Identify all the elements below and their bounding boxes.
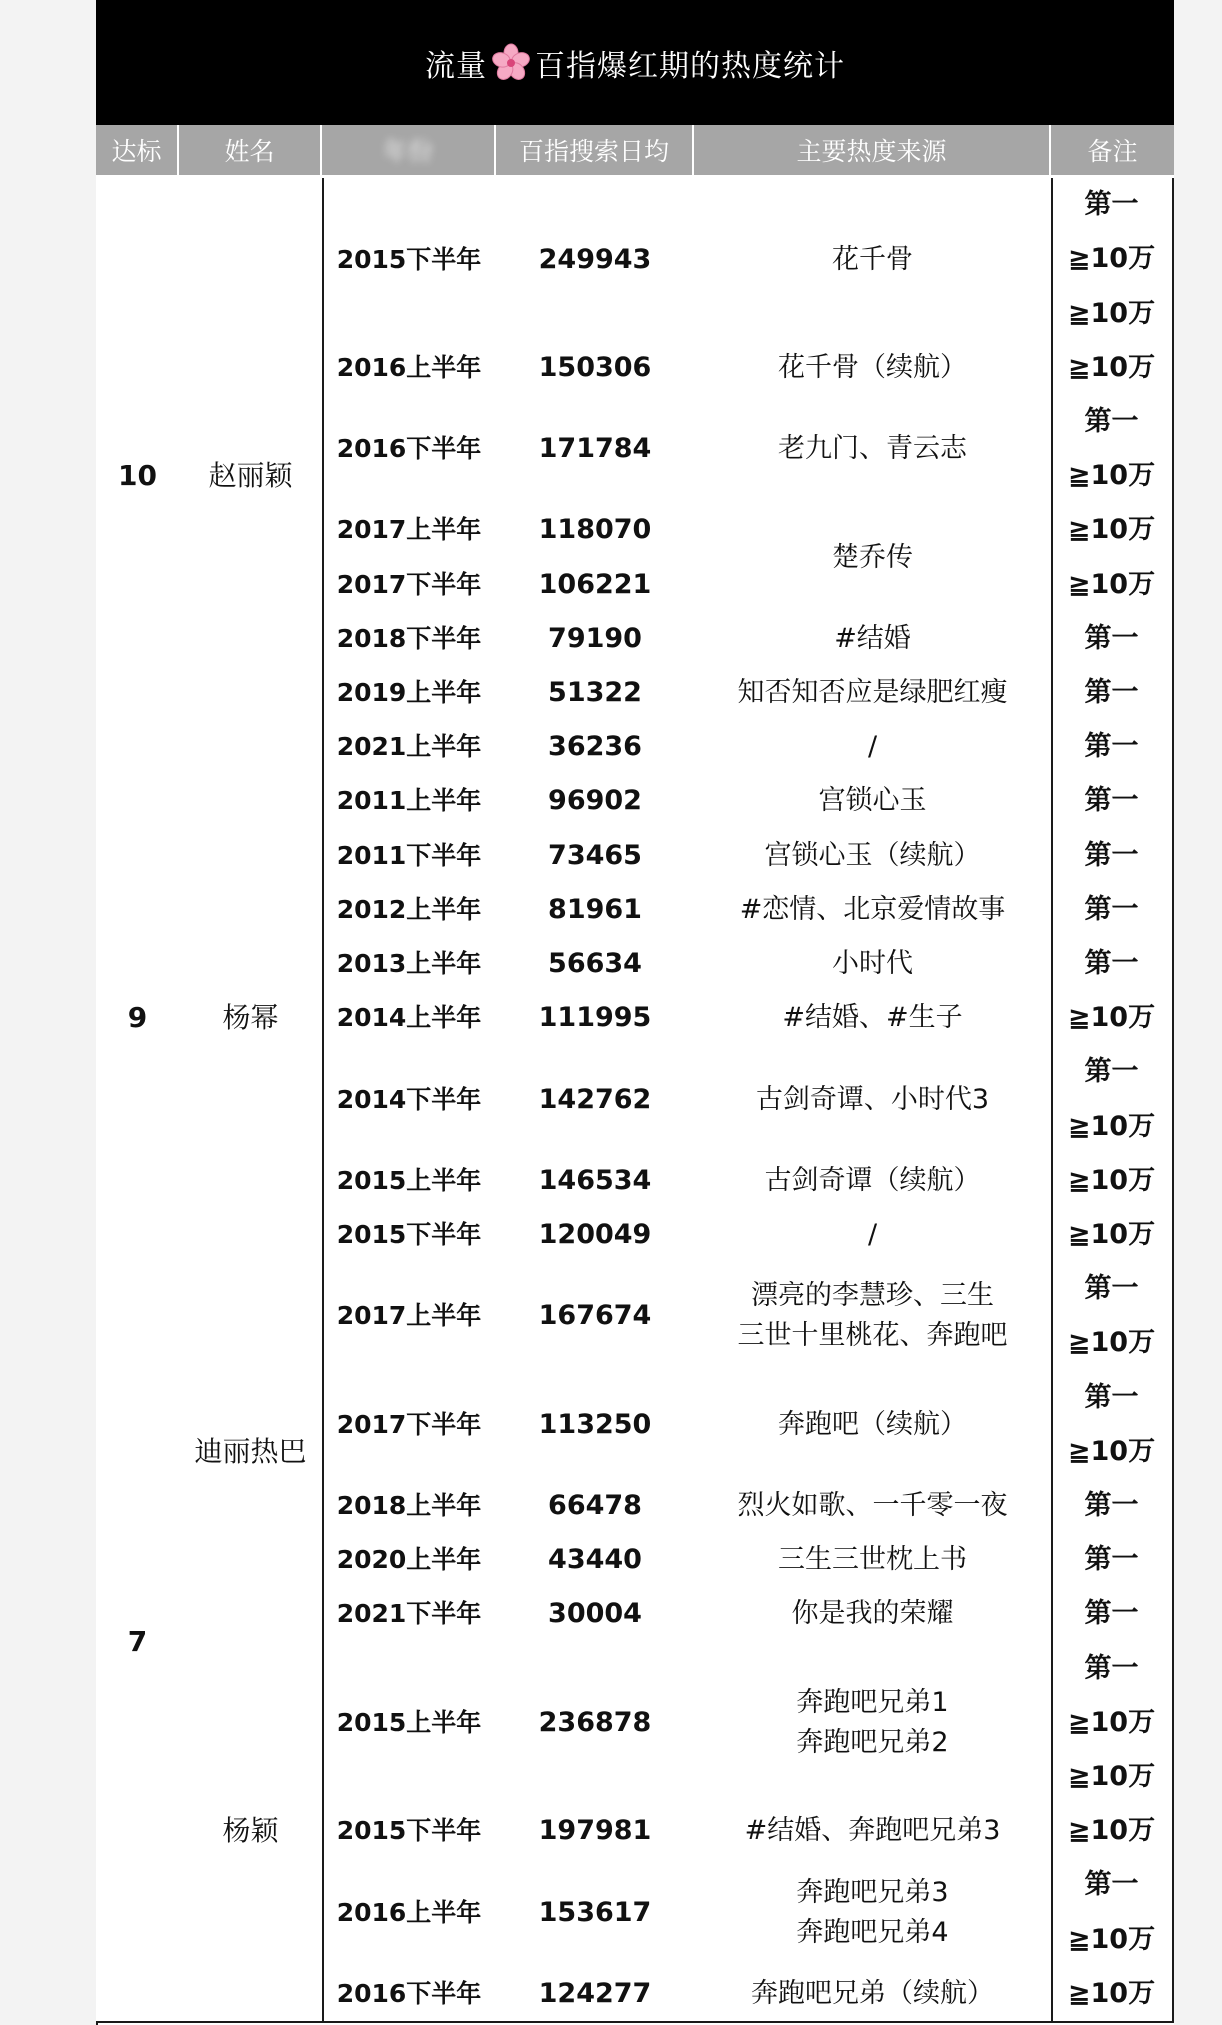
index-value-cell: 81961 — [496, 883, 696, 939]
title-prefix: 流量 — [425, 48, 487, 84]
source-cell: 奔跑吧（续航） — [694, 1370, 1053, 1481]
index-value-cell: 113250 — [496, 1370, 696, 1481]
note-cell: 第一 — [1051, 1641, 1174, 1698]
index-value-cell: 171784 — [496, 395, 696, 505]
header-name: 姓名 — [179, 125, 320, 175]
header-note: 备注 — [1051, 125, 1174, 175]
index-value-cell: 118070 — [496, 503, 696, 559]
note-cell: 第一 — [1051, 1858, 1174, 1914]
period-cell: 2015上半年 — [322, 1154, 498, 1210]
index-value-cell: 150306 — [496, 341, 696, 397]
index-value-cell: 146534 — [496, 1154, 696, 1210]
index-value-cell: 124277 — [496, 1967, 696, 2023]
source-cell: / — [694, 1208, 1053, 1264]
index-value-cell: 236878 — [496, 1641, 696, 1806]
note-cell: ≧10万 — [1051, 1750, 1174, 1806]
note-cell: 第一 — [1051, 937, 1174, 993]
index-value-cell: 106221 — [496, 557, 696, 614]
source-cell: #结婚、奔跑吧兄弟3 — [694, 1804, 1053, 1860]
source-cell: #恋情、北京爱情故事 — [694, 883, 1053, 939]
index-value-cell: 197981 — [496, 1804, 696, 1860]
source-cell: 知否知否应是绿肥红瘦 — [694, 666, 1053, 722]
period-cell: 2016下半年 — [322, 1967, 498, 2023]
note-cell: ≧10万 — [1051, 341, 1174, 397]
source-cell: 奔跑吧兄弟1 奔跑吧兄弟2 — [694, 1641, 1053, 1806]
source-cell: 奔跑吧兄弟（续航） — [694, 1967, 1053, 2023]
source-cell: 古剑奇谭、小时代3 — [694, 1045, 1053, 1156]
period-cell: 2016上半年 — [322, 1858, 498, 1969]
index-value-cell: 120049 — [496, 1208, 696, 1264]
period-cell: 2015上半年 — [322, 1641, 498, 1806]
index-value-cell: 43440 — [496, 1533, 696, 1589]
note-cell: ≧10万 — [1051, 232, 1174, 288]
source-cell: 烈火如歌、一千零一夜 — [694, 1479, 1053, 1535]
source-cell: 你是我的荣耀 — [694, 1587, 1053, 1643]
rank-cell: 9 — [96, 774, 181, 1264]
note-cell: 第一 — [1051, 612, 1174, 668]
note-cell: ≧10万 — [1051, 1099, 1174, 1156]
note-cell: ≧10万 — [1051, 449, 1174, 505]
note-cell: 第一 — [1051, 774, 1174, 830]
note-cell: 第一 — [1051, 1479, 1174, 1535]
source-cell: / — [694, 720, 1053, 776]
period-cell: 2015下半年 — [322, 1208, 498, 1264]
period-cell: 2019上半年 — [322, 666, 498, 722]
index-value-cell: 56634 — [496, 937, 696, 993]
period-cell: 2014上半年 — [322, 991, 498, 1047]
period-cell: 2011下半年 — [322, 828, 498, 885]
note-cell: ≧10万 — [1051, 1208, 1174, 1264]
source-cell: 楚乔传 — [694, 503, 1053, 614]
note-cell: 第一 — [1051, 178, 1174, 234]
source-cell: 漂亮的李慧珍、三生 三世十里桃花、奔跑吧 — [694, 1262, 1053, 1372]
index-value-cell: 30004 — [496, 1587, 696, 1643]
index-value-cell: 111995 — [496, 991, 696, 1047]
source-cell: 小时代 — [694, 937, 1053, 993]
name-cell: 赵丽颖 — [179, 178, 324, 776]
note-cell: 第一 — [1051, 883, 1174, 939]
table-title — [96, 0, 1174, 125]
note-cell: ≧10万 — [1051, 1316, 1174, 1372]
rank-cell: 7 — [96, 1262, 181, 2023]
source-cell: 花千骨 — [694, 178, 1053, 343]
cherry-blossom-icon — [491, 43, 531, 83]
stats-table — [96, 178, 1174, 2025]
index-value-cell: 66478 — [496, 1479, 696, 1535]
note-cell: ≧10万 — [1051, 1154, 1174, 1210]
source-cell: 宫锁心玉（续航） — [694, 828, 1053, 885]
index-value-cell: 153617 — [496, 1858, 696, 1969]
period-cell: 2014下半年 — [322, 1045, 498, 1156]
index-value-cell: 249943 — [496, 178, 696, 343]
source-cell: #结婚 — [694, 612, 1053, 668]
header-index: 百指搜索日均 — [496, 125, 692, 175]
note-cell: 第一 — [1051, 1262, 1174, 1318]
source-cell: #结婚、#生子 — [694, 991, 1053, 1047]
period-cell: 2017上半年 — [322, 1262, 498, 1372]
name-cell: 杨幂 — [179, 774, 324, 1264]
note-cell: ≧10万 — [1051, 286, 1174, 343]
source-cell: 古剑奇谭（续航） — [694, 1154, 1053, 1210]
header-source: 主要热度来源 — [694, 125, 1049, 175]
period-cell: 2018上半年 — [322, 1479, 498, 1535]
period-cell: 2018下半年 — [322, 612, 498, 668]
period-cell: 2017下半年 — [322, 1370, 498, 1481]
note-cell: 第一 — [1051, 1045, 1174, 1101]
source-cell: 宫锁心玉 — [694, 774, 1053, 830]
period-cell: 2012上半年 — [322, 883, 498, 939]
period-cell: 2021上半年 — [322, 720, 498, 776]
period-cell: 2016上半年 — [322, 341, 498, 397]
note-cell: 第一 — [1051, 720, 1174, 776]
note-cell: 第一 — [1051, 1370, 1174, 1427]
note-cell: 第一 — [1051, 828, 1174, 885]
note-cell: ≧10万 — [1051, 1804, 1174, 1860]
note-cell: ≧10万 — [1051, 991, 1174, 1047]
index-value-cell: 36236 — [496, 720, 696, 776]
index-value-cell: 79190 — [496, 612, 696, 668]
note-cell: ≧10万 — [1051, 1967, 1174, 2023]
stats-sheet — [96, 0, 1174, 2025]
name-cell: 迪丽热巴 — [179, 1262, 324, 1643]
index-value-cell: 142762 — [496, 1045, 696, 1156]
rank-cell: 10 — [96, 178, 181, 776]
note-cell: 第一 — [1051, 666, 1174, 722]
note-cell: 第一 — [1051, 1533, 1174, 1589]
header-row — [96, 125, 1174, 178]
period-cell: 2013上半年 — [322, 937, 498, 993]
period-cell: 2020上半年 — [322, 1533, 498, 1589]
period-cell: 2017上半年 — [322, 503, 498, 559]
note-cell: 第一 — [1051, 1587, 1174, 1643]
index-value-cell: 73465 — [496, 828, 696, 885]
period-cell: 2021下半年 — [322, 1587, 498, 1643]
note-cell: 第一 — [1051, 395, 1174, 451]
note-cell: ≧10万 — [1051, 1696, 1174, 1752]
note-cell: ≧10万 — [1051, 503, 1174, 559]
period-cell: 2017下半年 — [322, 557, 498, 614]
period-cell: 2015下半年 — [322, 1804, 498, 1860]
header-rank: 达标 — [96, 125, 177, 175]
source-cell: 三生三世枕上书 — [694, 1533, 1053, 1589]
title-suffix: 百指爆红期的热度统计 — [535, 48, 845, 84]
period-cell: 2011上半年 — [322, 774, 498, 830]
source-cell: 老九门、青云志 — [694, 395, 1053, 505]
period-cell: 2015下半年 — [322, 178, 498, 343]
period-cell: 2016下半年 — [322, 395, 498, 505]
note-cell: ≧10万 — [1051, 1912, 1174, 1969]
source-cell: 花千骨（续航） — [694, 341, 1053, 397]
note-cell: ≧10万 — [1051, 557, 1174, 614]
source-cell: 奔跑吧兄弟3 奔跑吧兄弟4 — [694, 1858, 1053, 1969]
index-value-cell: 167674 — [496, 1262, 696, 1372]
name-cell: 杨颖 — [179, 1641, 324, 2023]
header-period: 年份 — [322, 125, 494, 175]
index-value-cell: 96902 — [496, 774, 696, 830]
note-cell: ≧10万 — [1051, 1425, 1174, 1481]
index-value-cell: 51322 — [496, 666, 696, 722]
